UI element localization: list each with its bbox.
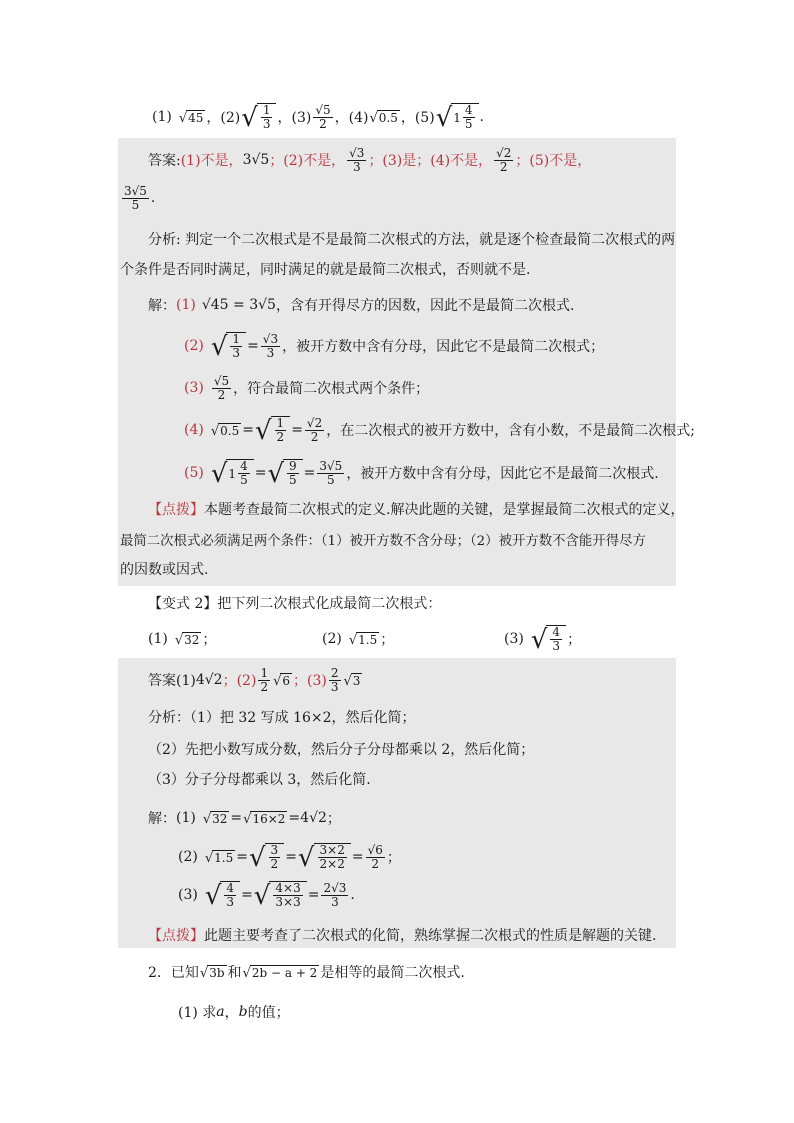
tip-1-line1: 【点拨】 本题考查最简二次根式的定义.解决此题的关键，是掌握最简二次根式的定义， bbox=[148, 502, 685, 518]
question-list: (1) √ 45 ，(2) √ $\frac{1}{3}$ ，(3) $\frac{√5}{2}$ ，(4) √ 0.5 ，(5) √ 1 $\frac{4}{5}$ . bbox=[152, 102, 484, 133]
variant-2-item2: (2) √ 1.5 ； bbox=[322, 631, 395, 648]
solution-2-row3: (3) √ $\frac{4}{3}$ = √ $\frac{4\times 3}{3\times 3}$ = $\frac{2√3}{3}$ . bbox=[178, 880, 355, 911]
variant-2-item1: (1) √ 32 ； bbox=[148, 631, 217, 648]
solution-1-step3: (3) $\frac{√5}{2}$ ，符合最简二次根式两个条件； bbox=[184, 373, 430, 402]
solution-1-step2: (2) √ $\frac{1}{3}$ = $\frac{√3}{3}$ ，被开方数中含有分母，因此它不是最简二次根式； bbox=[184, 331, 605, 362]
radical: √ 0.5 bbox=[369, 110, 398, 126]
solution-1-step5: (5) √ 1 $\frac{4}{5}$ = √ $\frac{9}{5}$ = $\frac{3√5}{5}$ ，被开方数中含有分母，因此它不是最简二次根式. bbox=[184, 458, 659, 489]
radical: √ $\frac{1}{3}$ bbox=[241, 103, 276, 131]
analysis-1-line2: 个条件是否同时满足，同时满足的就是最简二次根式，否则就不是. bbox=[120, 262, 531, 278]
answer-1: 答案: (1)不是， 3√5 ；(2)不是， $\frac{√3}{3}$ ；(3)是；(4)不是， $\frac{√2}{2}$ ；(5)不是， bbox=[148, 145, 592, 174]
fraction: $\frac{3√5}{5}$ bbox=[124, 183, 147, 212]
solution-2-row2: (2) √ 1.5 = √ $\frac{3}{2}$ = √ $\frac{3\times 2}{2\times 2}$ = $\frac{√6}{2}$ ； bbox=[178, 842, 401, 873]
variant-2-title: 【变式 2】把下列二次根式化成最简二次根式： bbox=[148, 596, 442, 612]
fraction: $\frac{√2}{2}$ bbox=[496, 145, 512, 174]
variant-2-item3: (3) √ $\frac{4}{3}$ ； bbox=[504, 625, 582, 655]
analysis-1-line1: 分析: 判定一个二次根式是不是最简二次根式的方法，就是逐个检查最简二次根式的两 bbox=[148, 232, 676, 248]
fraction: $\frac{√5}{2}$ bbox=[315, 102, 331, 131]
solution-1-step1: 解： (1) √45 = 3√5 ，含有开得尽方的因数，因此不是最简二次根式. bbox=[148, 297, 575, 314]
tip-1-line3: 的因数或因式. bbox=[120, 562, 209, 578]
problem-2-q1: (1) 求 a ， b 的值； bbox=[178, 1004, 290, 1021]
answer-1-cont: $\frac{3√5}{5}$ . bbox=[124, 183, 156, 212]
fraction: $\frac{√3}{3}$ bbox=[349, 145, 365, 174]
radical: √ 45 bbox=[178, 110, 204, 126]
radical: √ 1 $\frac{4}{5}$ bbox=[436, 103, 479, 131]
problem-2: 2．已知 √ 3b 和 √ 2b − a + 2 是相等的最简二次根式. bbox=[148, 965, 465, 981]
answer-2: 答案(1) 4√2 ；(2) $\frac{1}{2}$ √ 6 ；(3) $\frac{2}{3}$ √ 3 bbox=[148, 665, 361, 694]
analysis-2-line1: 分析：（1）把 32 写成 16×2，然后化简； bbox=[148, 710, 416, 726]
tip-1-line2: 最简二次根式必须满足两个条件：（1）被开方数不含分母；（2）被开方数不含能开得尽方 bbox=[120, 533, 646, 549]
tip-2: 【点拨】 此题主要考查了二次根式的化简，熟练掌握二次根式的性质是解题的关键. bbox=[148, 928, 657, 944]
solution-2-row1: 解： (1) √ 32 = √ 16×2 = 4√2 ； bbox=[148, 810, 341, 827]
solution-1-step4: (4) √ 0.5 = √ $\frac{1}{2}$ = $\frac{√2}{2}$ ，在二次根式的被开方数中，含有小数，不是最简二次根式; bbox=[184, 415, 695, 446]
analysis-2-line2: （2）先把小数写成分数，然后分子分母都乘以 2，然后化简； bbox=[148, 742, 535, 758]
analysis-2-line3: （3）分子分母都乘以 3，然后化简. bbox=[148, 772, 371, 788]
